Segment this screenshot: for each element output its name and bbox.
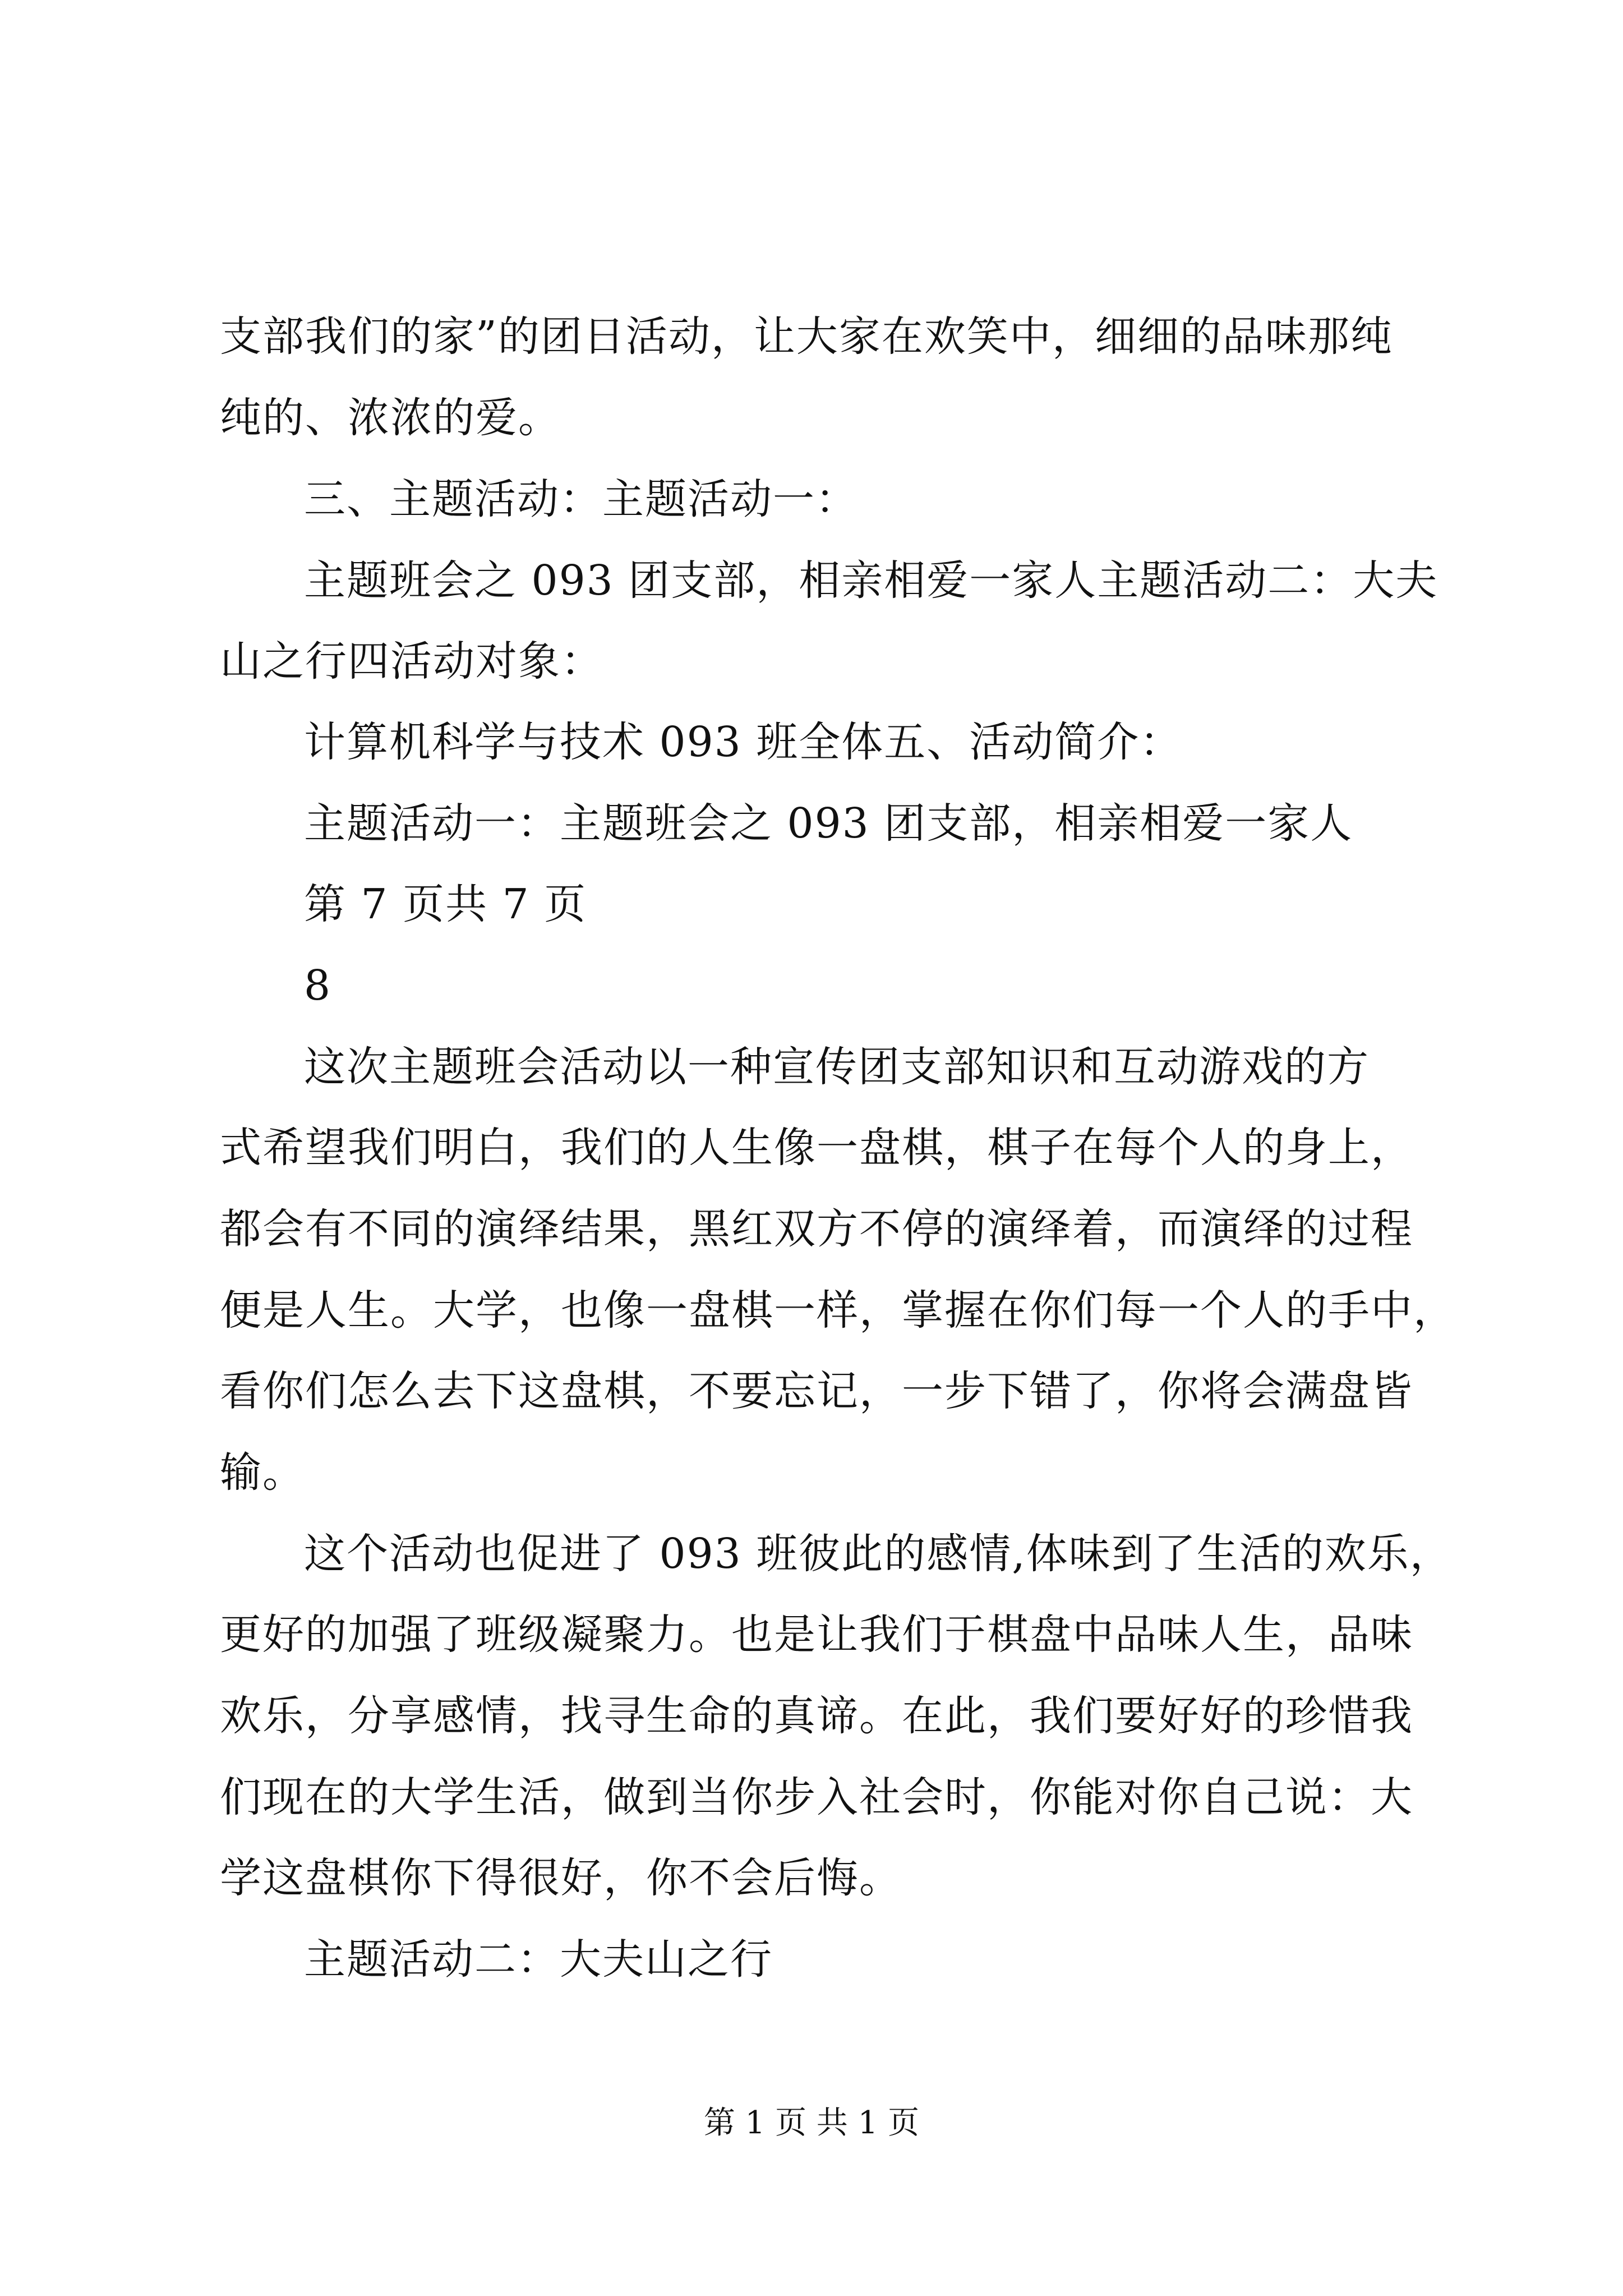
text-line: 输。: [220, 1448, 305, 1497]
text-line: 这个活动也促进了 093 班彼此的感情,体味到了生活的欢乐，: [304, 1530, 1453, 1578]
text-line: 更好的加强了班级凝聚力。也是让我们于棋盘中品味人生，品味: [220, 1611, 1413, 1659]
text-line: 计算机科学与技术 093 班全体五、活动简介：: [304, 718, 1183, 766]
text-line: 纯的、浓浓的爱。: [220, 394, 561, 442]
text-line: 看你们怎么去下这盘棋，不要忘记，一步下错了，你将会满盘皆: [220, 1367, 1413, 1415]
text-line: 学这盘棋你下得很好，你不会后悔。: [220, 1854, 902, 1902]
text-line: 式希望我们明白，我们的人生像一盘棋，棋子在每个人的身上，: [220, 1124, 1413, 1172]
text-line: 三、主题活动：主题活动一：: [304, 475, 858, 523]
text-line: 主题班会之 093 团支部，相亲相爱一家人主题活动二：大夫: [304, 556, 1438, 605]
text-line: 欢乐，分享感情，找寻生命的真谛。在此，我们要好好的珍惜我: [220, 1692, 1413, 1740]
text-line: 主题活动二：大夫山之行: [304, 1935, 773, 1984]
text-line: 这次主题班会活动以一种宣传团支部知识和互动游戏的方: [304, 1043, 1370, 1091]
text-line: 山之行四活动对象：: [220, 637, 603, 685]
page-footer: 第 1 页 共 1 页: [703, 2105, 920, 2141]
text-line: 便是人生。大学，也像一盘棋一样，掌握在你们每一个人的手中，: [220, 1286, 1456, 1335]
text-line: 们现在的大学生活，做到当你步入社会时，你能对你自己说：大: [220, 1773, 1413, 1821]
text-line: 都会有不同的演绎结果，黑红双方不停的演绎着，而演绎的过程: [220, 1205, 1413, 1253]
text-line: 第 7 页共 7 页: [304, 880, 587, 928]
text-line: 主题活动一：主题班会之 093 团支部，相亲相爱一家人: [304, 799, 1353, 848]
text-line: 支部我们的家”的团日活动，让大家在欢笑中，细细的品味那纯: [220, 312, 1393, 361]
text-line: 8: [304, 961, 332, 1010]
